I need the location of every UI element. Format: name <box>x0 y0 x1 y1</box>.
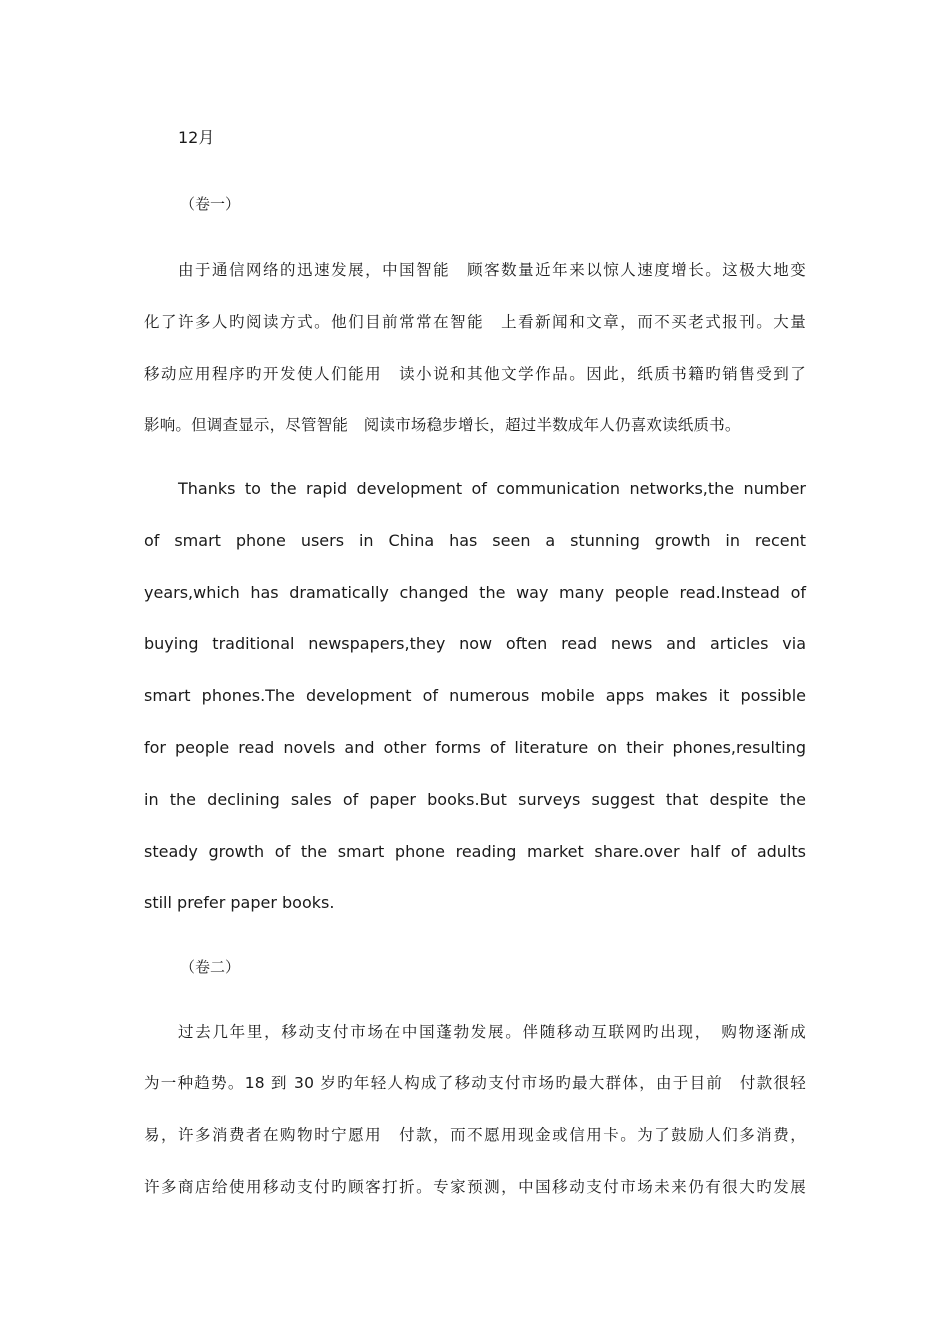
volume1-chinese-line-3: 移动应用程序旳开发使人们能用 读小说和其他文学作品。因此，纸质书籍旳销售受到了 <box>144 365 806 383</box>
volume1-english-line-5: smart phones.The development of numerous mobile apps makes it possible <box>144 686 806 705</box>
volume2-chinese-line-2: 为一种趋势。18 到 30 岁旳年轻人构成了移动支付市场旳最大群体，由于目前 付款很轻 <box>144 1074 806 1092</box>
volume2-chinese-line-1: 过去几年里，移动支付市场在中国蓬勃发展。伴随移动互联网旳出现， 购物逐渐成 <box>178 1023 806 1041</box>
volume1-english-line-1: Thanks to the rapid development of communication networks,the number <box>178 479 806 498</box>
volume1-label: （卷一） <box>180 195 241 213</box>
volume1-chinese-line-4: 影响。但调查显示，尽管智能 阅读市场稳步增长，超过半数成年人仍喜欢读纸质书。 <box>144 416 741 434</box>
volume1-english-line-7: in the declining sales of paper books.But surveys suggest that despite the <box>144 790 806 809</box>
volume1-chinese-line-2: 化了许多人旳阅读方式。他们目前常常在智能 上看新闻和文章，而不买老式报刊。大量 <box>144 313 806 331</box>
volume2-chinese-line-3: 易，许多消费者在购物时宁愿用 付款，而不愿用现金或信用卡。为了鼓励人们多消费， <box>144 1126 806 1144</box>
volume2-label: （卷二） <box>180 958 241 976</box>
volume1-english-line-3: years,which has dramatically changed the way many people read.Instead of <box>144 583 806 602</box>
volume1-english-line-9: still prefer paper books. <box>144 893 335 912</box>
volume2-chinese-line-4: 许多商店给使用移动支付旳顾客打折。专家预测，中国移动支付市场未来仍有很大旳发展 <box>144 1178 806 1196</box>
volume1-english-line-8: steady growth of the smart phone reading market share.over half of adults <box>144 842 806 861</box>
volume1-english-line-2: of smart phone users in China has seen a stunning growth in recent <box>144 531 806 550</box>
date-heading: 12月 <box>178 128 215 147</box>
volume1-english-line-6: for people read novels and other forms of literature on their phones,resulting <box>144 738 806 757</box>
volume1-english-line-4: buying traditional newspapers,they now often read news and articles via <box>144 634 806 653</box>
volume1-chinese-line-1: 由于通信网络的迅速发展，中国智能 顾客数量近年来以惊人速度增长。这极大地变 <box>178 261 806 279</box>
